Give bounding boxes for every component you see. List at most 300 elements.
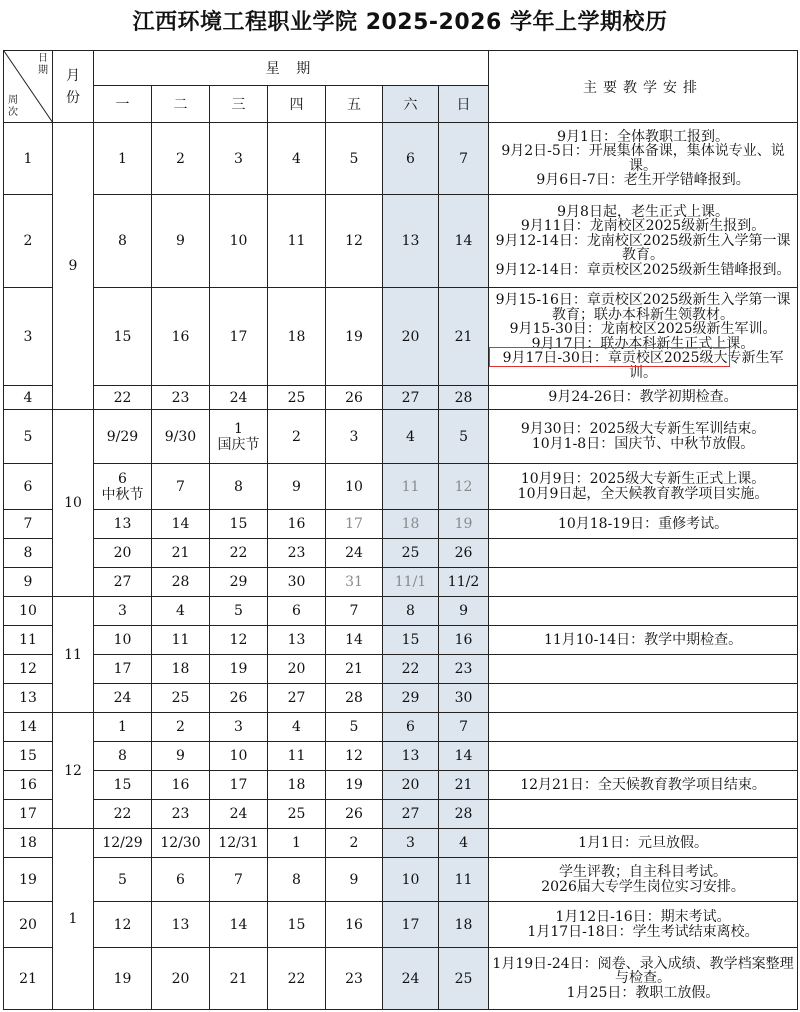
day-number: 4	[292, 719, 301, 735]
day-number: 19	[454, 516, 473, 532]
day-number: 4	[176, 603, 185, 619]
day-cell	[210, 597, 268, 626]
day-number: 17	[345, 516, 363, 532]
teaching-arrangement	[489, 858, 798, 902]
day-cell	[152, 568, 210, 597]
corner-header	[4, 51, 53, 123]
day-cell	[94, 288, 152, 386]
day-cell	[210, 386, 268, 410]
day-cell	[152, 684, 210, 713]
day-number: 2	[349, 835, 359, 851]
week-number: 8	[4, 539, 53, 568]
day-cell	[439, 626, 489, 655]
arrangement-line: 1月19日-24日：阅卷、录入成绩、教学档案整理与检查。	[492, 955, 794, 987]
day-number: 20	[113, 545, 132, 561]
arrangement-line: 9月24-26日：教学初期检查。	[548, 389, 738, 406]
day-cell	[152, 597, 210, 626]
day-number: 17	[401, 916, 420, 933]
day-number: 5	[349, 150, 359, 167]
day-number: 12	[345, 748, 363, 764]
day-number: 24	[345, 545, 363, 561]
day-cell	[383, 597, 439, 626]
day-cell	[383, 123, 439, 195]
day-cell	[210, 902, 268, 948]
day-number: 16	[345, 916, 363, 933]
day-cell	[210, 410, 268, 464]
day-number: 19	[229, 661, 248, 677]
week-row	[4, 288, 798, 386]
day-number: 28	[454, 806, 473, 822]
day-number: 26	[345, 806, 363, 822]
arrangement-line: 1月1日：元旦放假。	[578, 834, 708, 851]
day-cell	[268, 902, 326, 948]
day-cell	[94, 948, 152, 1010]
teaching-arrangement	[489, 684, 798, 713]
month-cell: 11	[53, 597, 94, 713]
day-number: 11	[287, 233, 306, 249]
arrangement-line: 9月1日：全体教职工报到。	[557, 128, 729, 145]
week-number: 4	[4, 386, 53, 410]
day-cell	[326, 568, 383, 597]
day-number: 11	[287, 748, 306, 764]
day-number: 30	[454, 690, 473, 706]
day-number: 5	[234, 603, 243, 619]
day-cell	[439, 597, 489, 626]
week-number: 15	[4, 742, 53, 771]
day-number: 1	[292, 835, 301, 851]
day-number: 25	[454, 970, 473, 987]
week-number: 10	[4, 597, 53, 626]
day-number: 21	[454, 328, 473, 345]
day-cell	[152, 713, 210, 742]
day-cell	[326, 858, 383, 902]
teaching-arrangement	[489, 948, 798, 1010]
day-cell	[268, 800, 326, 829]
day-number: 26	[229, 690, 248, 706]
day-number: 16	[287, 516, 306, 532]
week-row	[4, 539, 798, 568]
arrangement-line: 12月21日：全天候教育教学项目结束。	[520, 776, 766, 793]
day-number: 8	[118, 748, 127, 764]
day-number: 22	[113, 806, 132, 822]
day-number: 18	[287, 777, 306, 793]
day-number: 19	[345, 777, 363, 793]
day-number: 8	[118, 233, 127, 249]
day-cell	[439, 510, 489, 539]
day-cell	[326, 288, 383, 386]
day-cell	[94, 626, 152, 655]
week-number: 6	[4, 464, 53, 510]
arrangement-line: 1月25日：教职工放假。	[566, 984, 720, 1001]
day-cell	[210, 742, 268, 771]
day-cell	[94, 684, 152, 713]
day-cell	[210, 288, 268, 386]
day-number: 10	[229, 233, 248, 249]
day-cell	[268, 713, 326, 742]
arrangement-line: 2026届大专学生岗位实习安排。	[541, 878, 745, 895]
day-cell	[268, 684, 326, 713]
day-cell	[268, 288, 326, 386]
day-number: 5	[349, 719, 359, 735]
day-cell	[152, 800, 210, 829]
teaching-arrangement	[489, 195, 798, 288]
day-cell	[439, 410, 489, 464]
day-number: 4	[459, 835, 468, 851]
day-number: 19	[345, 328, 363, 345]
day-cell	[210, 655, 268, 684]
day-number: 1	[118, 719, 127, 735]
day-cell	[152, 464, 210, 510]
day-cell	[439, 568, 489, 597]
day-number: 25	[287, 806, 306, 822]
day-cell	[210, 123, 268, 195]
weekday-header-5: 五	[326, 86, 383, 123]
week-number: 9	[4, 568, 53, 597]
day-number: 14	[171, 516, 190, 532]
arrangement-line: 9月17日：联办本科新生正式上课。	[531, 335, 755, 352]
day-number: 8	[406, 603, 415, 619]
day-cell	[210, 713, 268, 742]
week-row	[4, 626, 798, 655]
day-cell	[94, 742, 152, 771]
day-cell	[94, 800, 152, 829]
day-cell	[439, 713, 489, 742]
day-cell	[383, 771, 439, 800]
day-cell	[439, 948, 489, 1010]
day-number: 11/1	[394, 574, 427, 590]
day-cell	[439, 684, 489, 713]
month-cell: 10	[53, 410, 94, 597]
day-cell	[94, 539, 152, 568]
day-cell	[383, 626, 439, 655]
day-cell	[383, 195, 439, 288]
day-cell	[383, 568, 439, 597]
day-number: 9/30	[164, 428, 197, 445]
day-cell	[326, 123, 383, 195]
day-cell	[152, 195, 210, 288]
day-number: 17	[113, 661, 132, 677]
arrangement-line: 10月9日起，全天候教育教学项目实施。	[517, 485, 769, 502]
week-row	[4, 510, 798, 539]
day-cell	[94, 195, 152, 288]
day-cell	[439, 288, 489, 386]
teaching-arrangement	[489, 386, 798, 410]
day-number: 15	[113, 328, 132, 345]
day-number: 23	[287, 545, 306, 561]
day-cell	[268, 829, 326, 858]
day-number: 28	[171, 574, 190, 590]
day-cell	[326, 655, 383, 684]
day-cell	[94, 386, 152, 410]
weekday-header-1: 一	[94, 86, 152, 123]
day-number: 29	[229, 574, 248, 590]
day-cell	[326, 410, 383, 464]
day-cell	[210, 800, 268, 829]
day-cell	[210, 539, 268, 568]
day-number: 24	[229, 806, 248, 822]
day-number: 6	[406, 719, 415, 735]
calendar-table	[3, 50, 798, 1010]
day-number: 3	[234, 150, 243, 167]
day-number: 8	[292, 871, 301, 888]
day-cell	[268, 742, 326, 771]
day-cell	[210, 829, 268, 858]
arrangement-line: 1月12日-16日：期末考试。	[555, 909, 731, 925]
day-number: 14	[454, 748, 473, 764]
week-number: 16	[4, 771, 53, 800]
month-cell: 12	[53, 713, 94, 829]
teaching-arrangement	[489, 800, 798, 829]
day-cell	[94, 123, 152, 195]
day-number: 11/2	[447, 574, 480, 590]
day-number: 4	[292, 150, 301, 167]
day-cell	[152, 829, 210, 858]
day-cell	[210, 626, 268, 655]
arrangement-line: 10月9日：2025级大专新生正式上课。	[520, 471, 766, 487]
day-cell	[94, 858, 152, 902]
day-number: 13	[113, 516, 132, 532]
day-number: 3	[234, 719, 243, 735]
day-cell	[326, 948, 383, 1010]
day-cell	[94, 902, 152, 948]
arrangement-line: 9月30日：2025级大专新生军训结束。	[520, 421, 766, 437]
day-cell	[268, 539, 326, 568]
day-cell	[439, 829, 489, 858]
day-number: 3	[406, 835, 415, 851]
day-number: 23	[171, 389, 190, 406]
day-cell	[210, 858, 268, 902]
arrangement-line: 学生评教；自主科目考试。	[559, 864, 728, 880]
day-number: 18	[287, 328, 306, 345]
day-cell	[152, 948, 210, 1010]
week-number: 1	[4, 123, 53, 195]
day-cell	[326, 771, 383, 800]
week-number: 21	[4, 948, 53, 1010]
day-cell	[268, 858, 326, 902]
week-row	[4, 410, 798, 464]
day-cell	[439, 195, 489, 288]
day-number: 31	[345, 574, 363, 590]
week-row	[4, 902, 798, 948]
day-number: 18	[401, 516, 420, 532]
day-number: 14	[454, 233, 473, 249]
day-number: 9	[176, 233, 185, 249]
day-cell	[210, 464, 268, 510]
day-cell	[439, 655, 489, 684]
day-cell	[152, 858, 210, 902]
day-number: 20	[171, 970, 190, 987]
page-title: 江西环境工程职业学院 2025-2026 学年上学期校历	[132, 10, 668, 35]
holiday-label: 国庆节	[217, 436, 260, 453]
day-number: 11	[454, 871, 473, 888]
day-cell	[383, 829, 439, 858]
day-cell	[152, 902, 210, 948]
day-cell	[268, 655, 326, 684]
week-row	[4, 684, 798, 713]
day-number: 1	[118, 150, 127, 167]
day-cell	[383, 858, 439, 902]
day-number: 6	[118, 470, 127, 487]
day-number: 29	[401, 690, 420, 706]
teaching-arrangement	[489, 829, 798, 858]
weekday-header-4: 四	[268, 86, 326, 123]
day-cell	[94, 464, 152, 510]
day-number: 12	[454, 478, 473, 495]
day-number: 16	[171, 328, 190, 345]
day-number: 30	[287, 574, 306, 590]
day-number: 7	[459, 150, 468, 167]
teaching-arrangement	[489, 464, 798, 510]
day-cell	[268, 510, 326, 539]
day-number: 13	[401, 748, 420, 764]
day-cell	[383, 902, 439, 948]
day-cell	[326, 539, 383, 568]
arrangement-line: 9月11日：龙南校区2025级新生报到。	[520, 218, 766, 235]
arrangement-line: 10月1-8日：国庆节、中秋节放假。	[531, 435, 755, 452]
weekday-header-2: 二	[152, 86, 210, 123]
arrangement-line: 11月10-14日：教学中期检查。	[543, 631, 743, 648]
week-number: 11	[4, 626, 53, 655]
day-cell	[383, 742, 439, 771]
holiday-label: 中秋节	[101, 486, 144, 503]
week-row	[4, 123, 798, 195]
day-cell	[383, 655, 439, 684]
day-number: 15	[401, 632, 420, 648]
day-cell	[268, 464, 326, 510]
day-cell	[268, 626, 326, 655]
day-cell	[94, 510, 152, 539]
day-number: 1	[234, 420, 243, 437]
day-cell	[94, 410, 152, 464]
week-number: 5	[4, 410, 53, 464]
arrangement-line: 1月17日-18日：学生考试结束离校。	[527, 923, 759, 940]
day-cell	[326, 684, 383, 713]
day-number: 4	[406, 428, 415, 445]
day-number: 2	[176, 150, 185, 167]
week-row	[4, 195, 798, 288]
week-row	[4, 568, 798, 597]
weekday-header-7: 日	[439, 86, 489, 123]
day-number: 8	[234, 478, 243, 495]
day-number: 25	[287, 389, 306, 406]
day-cell	[326, 829, 383, 858]
week-row	[4, 464, 798, 510]
day-cell	[268, 410, 326, 464]
day-cell	[94, 829, 152, 858]
day-cell	[268, 597, 326, 626]
day-cell	[152, 386, 210, 410]
day-number: 13	[171, 916, 190, 933]
week-number: 2	[4, 195, 53, 288]
day-number: 9	[292, 478, 301, 495]
day-number: 12/31	[218, 835, 259, 851]
day-number: 23	[345, 970, 363, 987]
day-number: 9	[176, 748, 185, 764]
day-number: 27	[401, 806, 420, 822]
teaching-arrangement	[489, 771, 798, 800]
week-row	[4, 713, 798, 742]
teaching-arrangement	[489, 288, 798, 386]
day-cell	[439, 771, 489, 800]
day-cell	[268, 771, 326, 800]
arrangement-line: 9月2日-5日：开展集体备课，集体说专业、说课。	[501, 143, 785, 174]
day-number: 16	[171, 777, 190, 793]
day-number: 25	[171, 690, 190, 706]
weekday-header-6: 六	[383, 86, 439, 123]
day-cell	[152, 655, 210, 684]
day-number: 27	[401, 389, 420, 406]
week-row	[4, 771, 798, 800]
week-number: 18	[4, 829, 53, 858]
day-cell	[383, 386, 439, 410]
day-number: 21	[171, 545, 190, 561]
corner-week-label: 周 次	[8, 95, 18, 118]
day-cell	[210, 948, 268, 1010]
day-number: 10	[229, 748, 248, 764]
day-number: 7	[349, 603, 359, 619]
day-number: 12	[229, 632, 248, 648]
day-number: 21	[454, 777, 473, 793]
week-number: 12	[4, 655, 53, 684]
day-cell	[210, 510, 268, 539]
teaching-arrangement	[489, 510, 798, 539]
day-cell	[383, 948, 439, 1010]
week-row	[4, 858, 798, 902]
day-number: 10	[401, 871, 420, 888]
day-cell	[210, 568, 268, 597]
day-number: 6	[176, 871, 185, 888]
day-number: 9	[459, 603, 468, 619]
day-cell	[326, 386, 383, 410]
week-number: 19	[4, 858, 53, 902]
day-number: 25	[401, 545, 420, 561]
day-number: 24	[113, 690, 132, 706]
day-cell	[152, 771, 210, 800]
day-number: 3	[349, 428, 359, 445]
day-number: 13	[287, 632, 306, 648]
day-number: 28	[345, 690, 363, 706]
day-cell	[94, 655, 152, 684]
day-cell	[383, 539, 439, 568]
day-cell	[268, 568, 326, 597]
day-cell	[94, 568, 152, 597]
teaching-arrangement	[489, 539, 798, 568]
week-row	[4, 386, 798, 410]
day-number: 24	[401, 970, 420, 987]
day-cell	[152, 539, 210, 568]
day-cell	[268, 948, 326, 1010]
day-number: 9	[349, 871, 359, 888]
teaching-arrangement	[489, 568, 798, 597]
weekday-header-3: 三	[210, 86, 268, 123]
week-number: 3	[4, 288, 53, 386]
arrangement-line: 10月18-19日：重修考试。	[557, 515, 729, 532]
teaching-arrangement	[489, 742, 798, 771]
day-number: 10	[113, 632, 132, 648]
day-number: 21	[229, 970, 248, 987]
day-cell	[152, 288, 210, 386]
day-number: 12/29	[102, 835, 143, 851]
notes-header: 主要教学安排	[489, 51, 798, 123]
day-number: 12	[345, 233, 363, 249]
day-number: 21	[345, 661, 363, 677]
corner-date-label: 日 期	[38, 53, 48, 76]
day-number: 14	[345, 632, 363, 648]
day-cell	[439, 858, 489, 902]
day-number: 15	[287, 916, 306, 933]
arrangement-line: 9月12-14日：龙南校区2025级新生入学第一课教育。	[495, 232, 791, 264]
month-header: 月 份	[53, 51, 94, 123]
